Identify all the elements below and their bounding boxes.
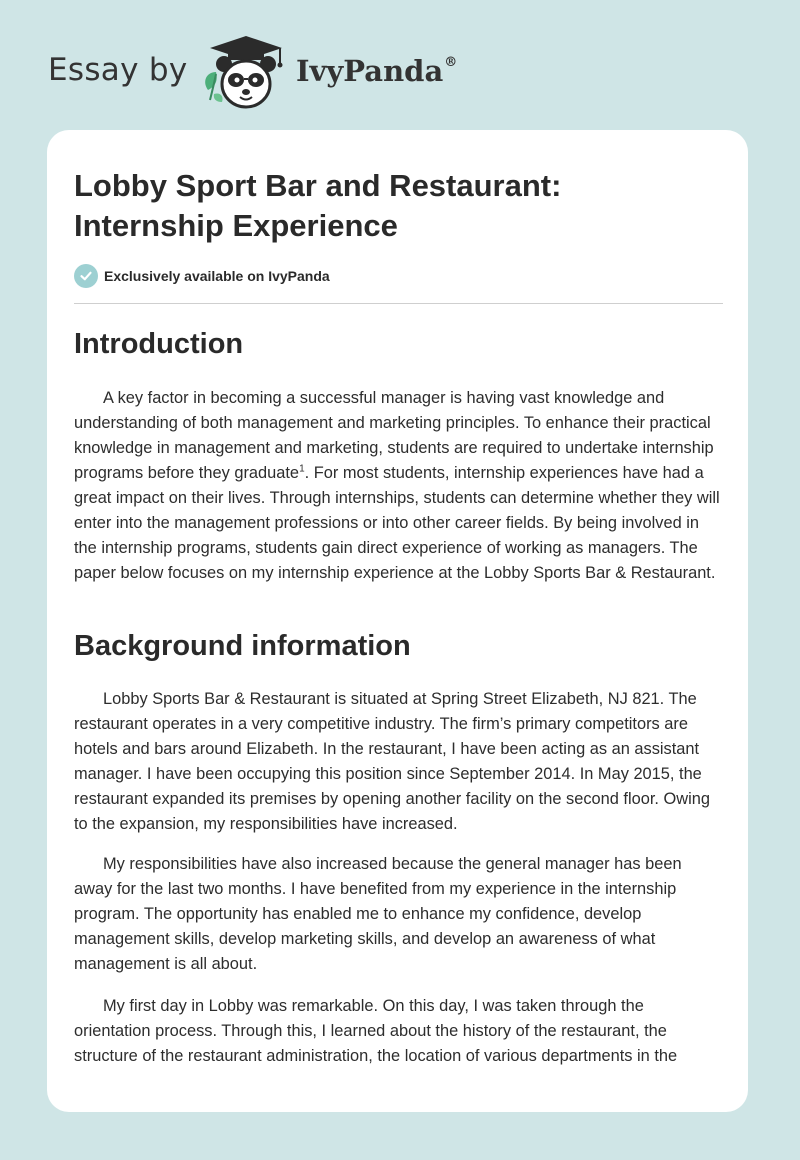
paragraph-background-3: My first day in Lobby was remarkable. On this day, I was taken through the orientation process. Through this, I learned about the history of the restaurant, the structure of the restaurant administration, the location of various departments in the: [74, 997, 678, 1065]
essay-title: Lobby Sport Bar and Restaurant: Internship Experience: [74, 168, 562, 243]
registered-mark: ®: [444, 55, 458, 71]
paragraph-background-1: Lobby Sports Bar & Restaurant is situated at Spring Street Elizabeth, NJ 821. The restaurant operates in a very competitive industry. The firm’s primary competitors are hotels and bars around Elizabeth. In the restaurant, I have been acting as an assistant manager. I have been occupying this position since September 2014. In May 2015, the restaurant expanded its premises by opening another facility on the second floor. Owing to the expansion, my responsibilities have increased.: [74, 690, 710, 833]
footnote-ref[interactable]: 1: [299, 463, 305, 475]
paragraph-introduction: [74, 386, 724, 586]
panda-logo-icon[interactable]: [200, 34, 292, 110]
section-heading-introduction: Introduction: [74, 328, 244, 360]
brand-label: IvyPanda: [296, 54, 444, 88]
check-icon: [74, 264, 98, 288]
paragraph-text: A key factor in becoming a successful manager is having vast knowledge and understanding of both management and marketing principles. To enhance their practical knowledge in management and marketing, students are required to undertake internship programs before they graduate: [74, 389, 714, 482]
brand-name[interactable]: [296, 54, 457, 88]
divider: [74, 303, 723, 304]
section-heading-background: Background information: [74, 630, 411, 662]
paragraph-text: . For most students, internship experiences have had a great impact on their lives. Through internships, students can determine whether they will enter into the management professions or into other career fields. By being involved in the internship programs, students gain direct experience of working as managers. The paper below focuses on my internship experience at the Lobby Sports Bar & Restaurant.: [74, 464, 720, 582]
paragraph-background-2: My responsibilities have also increased because the general manager has been away for the last two months. I have benefited from my experience in the internship program. The opportunity has enabled me to enhance my confidence, develop management skills, develop marketing skills, and develop an awareness of what management is all about.: [74, 855, 682, 973]
essay-by-label: Essay by: [48, 52, 188, 88]
badge-label: Exclusively available on IvyPanda: [104, 268, 330, 284]
essay-card: [47, 130, 748, 1112]
site-header: [0, 0, 800, 130]
exclusive-badge: [74, 264, 330, 288]
